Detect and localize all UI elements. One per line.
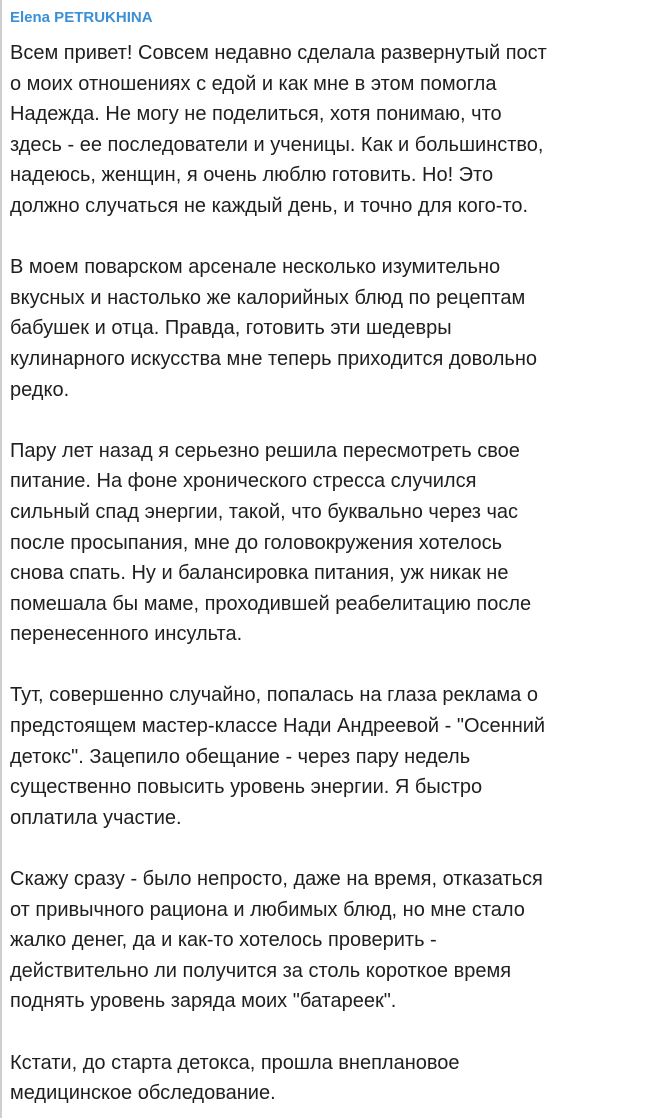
message-line: Тут, совершенно случайно, попалась на глаза реклама о: [10, 684, 538, 707]
message-line: Скажу сразу - было непросто, даже на время, отказаться: [10, 868, 543, 891]
message-line: действительно ли получится за столь короткое время: [10, 959, 512, 982]
message-line: вкусных и настолько же калорийных блюд по рецептам: [10, 286, 526, 309]
message-paragraph: [10, 864, 646, 1017]
message-line: здесь - ее последователи и ученицы. Как и большинство,: [10, 133, 544, 156]
message-line: оплатила участие.: [10, 806, 182, 829]
message-line: кулинарного искусства мне теперь приходится довольно: [10, 347, 538, 370]
message-line: жалко денег, да и как-то хотелось проверить -: [10, 929, 437, 952]
message-line: о моих отношениях с едой и как мне в этом помогла: [10, 72, 497, 95]
message-line: Кстати, до старта детокса, прошла внеплановое: [10, 1051, 460, 1074]
message-line: сильный спад энергии, такой, что буквально через час: [10, 500, 519, 523]
message-paragraph: [10, 680, 646, 833]
message-line: Всем привет! Совсем недавно сделала развернутый пост: [10, 42, 547, 64]
message-line: детокс". Зацепило обещание - через пару недель: [10, 745, 471, 768]
message-line: бабушек и отца. Правда, готовить эти шедевры: [10, 317, 452, 340]
message-line: В моем поварском арсенале несколько изумительно: [10, 256, 501, 279]
message-line: питание. На фоне хронического стресса случился: [10, 470, 477, 493]
message-line: надеюсь, женщин, я очень люблю готовить. Но! Это: [10, 164, 494, 187]
chat-message: [10, 6, 646, 1109]
message-line: существенно повысить уровень энергии. Я быстро: [10, 776, 483, 799]
message-line: от привычного рациона и любимых блюд, но мне стало: [10, 898, 525, 921]
message-line: Пару лет назад я серьезно решила пересмотреть свое: [10, 439, 520, 462]
message-line: должно случаться не каждый день, и точно для кого-то.: [10, 194, 528, 217]
message-line: поднять уровень заряда моих "батареек".: [10, 990, 397, 1013]
message-paragraph: [10, 38, 646, 222]
author-name[interactable]: Elena PETRUKHINA: [10, 9, 153, 26]
message-line: помешала бы маме, проходившей реабелитацию после: [10, 592, 532, 615]
message-line: Надежда. Не могу не поделиться, хотя понимаю, что: [10, 103, 502, 126]
message-line: снова спать. Ну и балансировка питания, уж никак не: [10, 562, 509, 585]
message-line: редко.: [10, 378, 70, 401]
message-line: предстоящем мастер-классе Нади Андреевой - "Осенний: [10, 715, 546, 738]
message-paragraph: [10, 1048, 646, 1109]
message-body: [10, 38, 646, 1109]
message-paragraph: [10, 252, 646, 405]
message-paragraph: [10, 436, 646, 650]
message-line: перенесенного инсульта.: [10, 623, 243, 646]
message-line: после просыпания, мне до головокружения хотелось: [10, 531, 503, 554]
message-line: медицинское обследование.: [10, 1082, 276, 1105]
left-divider: [0, 0, 2, 1118]
